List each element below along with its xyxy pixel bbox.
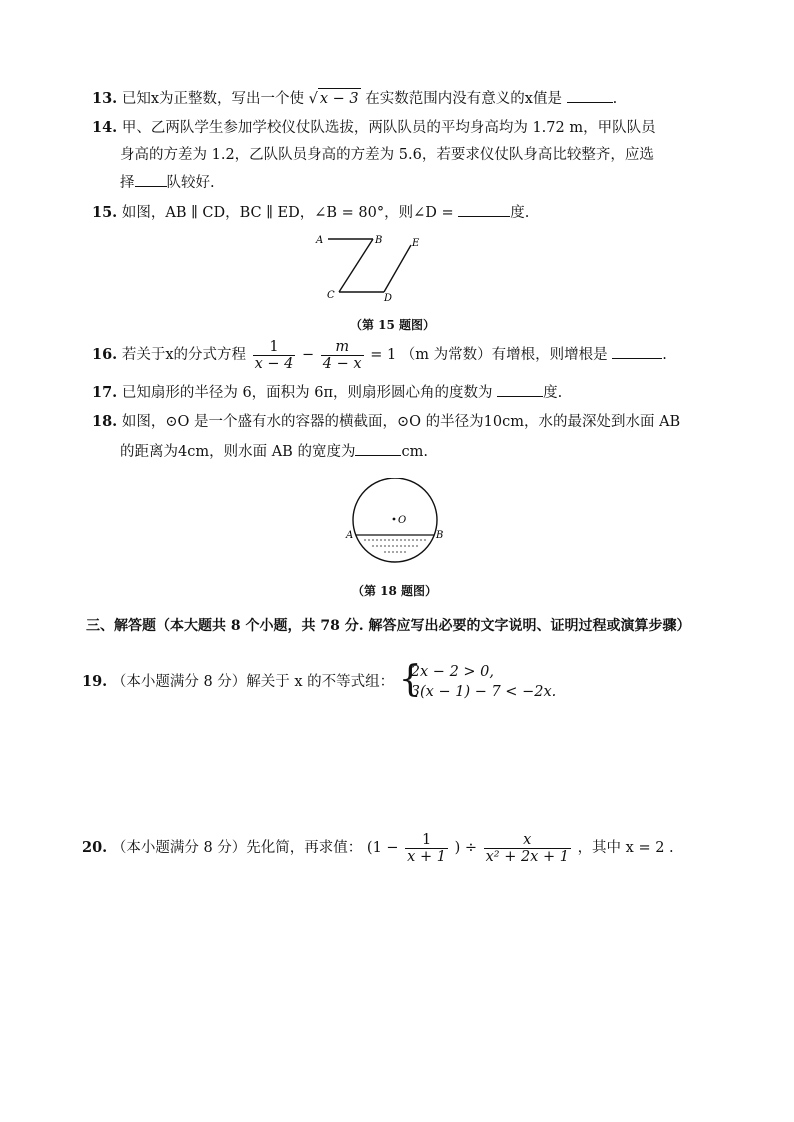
question-text-cont: 在实数范围内没有意义的x值是 <box>365 91 562 107</box>
question-text: 已知扇形的半径为 6，面积为 6π，则扇形圆心角的度数为 <box>121 385 493 401</box>
question-number: 14. <box>92 119 118 136</box>
question-13: 13. 已知x为正整数，写出一个使 √ x − 3 在实数范围内没有意义的x值是 . <box>92 90 618 107</box>
question-text: （本小题满分 8 分）解关于 x 的不等式组： <box>111 674 395 690</box>
question-18-line-1 <box>92 412 680 432</box>
sqrt-expression: √ x − 3 <box>309 91 361 107</box>
question-15: 15. 如图，AB ∥ CD，BC ∥ ED，∠B = 80°，则∠D = 度. <box>92 204 530 221</box>
question-number: 13. <box>92 90 118 107</box>
section-3-title: 三、解答题（本大题共 8 个小题，共 78 分. 解答应写出必要的文字说明、证明过程或演算步骤） <box>86 618 691 634</box>
question-text: 若关于x的分式方程 <box>121 347 247 363</box>
question-text: 如图，AB ∥ CD，BC ∥ ED，∠B = 80°，则∠D = <box>121 205 454 221</box>
question-14-line-1 <box>92 118 656 138</box>
label-e: E <box>412 238 420 249</box>
question-14-line-3: 择 队较好. <box>120 172 215 193</box>
label-d: D <box>384 293 393 304</box>
brace-icon: { <box>398 659 422 700</box>
label-c: C <box>327 290 335 301</box>
figure-18-caption: （第 18 题图） <box>352 584 438 598</box>
question-number: 16. <box>92 346 118 363</box>
question-number: 15. <box>92 204 118 221</box>
question-20: 20. （本小题满分 8 分）先化简，再求值： (1 − $\frac{1}{x + 1}$ ) ÷ $\frac{x}{\text{x² + 2x + 1}}$ ，其中 x = 2 . <box>82 831 674 865</box>
question-number: 19. <box>82 673 108 690</box>
answer-blank[interactable] <box>567 88 613 103</box>
label-b: B <box>436 530 444 541</box>
question-number: 20. <box>82 839 108 856</box>
inequality-system: { 2x − 2 > 0, 3(x − 1) − 7 < −2x. <box>398 659 557 700</box>
figure-18-circle-diagram <box>340 478 450 578</box>
question-18-line-2: 的距离为4cm，则水面 AB 的宽度为 cm. <box>120 441 428 462</box>
answer-blank[interactable] <box>497 382 543 397</box>
fraction-1: $\frac{1}{x + 1}$ <box>407 831 446 865</box>
question-text: 已知x为正整数，写出一个使 <box>121 91 305 107</box>
question-16: 16. 若关于x的分式方程 $\frac{1}{x - 4}$ − $\frac{m}{4 - x}$ = 1 （m 为常数）有增根，则增根是 . <box>92 338 667 372</box>
question-number: 18. <box>92 413 118 430</box>
label-o: O <box>398 515 407 526</box>
answer-blank[interactable] <box>612 344 662 359</box>
answer-blank[interactable] <box>458 202 510 217</box>
question-text: 甲、乙两队学生参加学校仪仗队选拔，两队队员的平均身高均为 1.72 m，甲队队员 <box>121 120 656 136</box>
question-19 <box>82 660 556 704</box>
question-17: 17. 已知扇形的半径为 6，面积为 6π，则扇形圆心角的度数为 度. <box>92 384 563 401</box>
figure-15-caption: （第 15 题图） <box>350 318 436 332</box>
center-point <box>393 518 396 521</box>
label-a: A <box>316 235 324 246</box>
figure-15-parallelogram-diagram <box>308 228 438 308</box>
question-text: 如图，⊙O 是一个盛有水的容器的横截面，⊙O 的半径为10cm，水的最深处到水面 AB <box>121 414 681 430</box>
question-14-line-2: 身高的方差为 1.2，乙队队员身高的方差为 5.6，若要求仪仗队身高比较整齐，应选 <box>120 147 654 163</box>
circle-o <box>353 478 437 562</box>
label-b: B <box>375 235 383 246</box>
label-a: A <box>346 530 354 541</box>
fraction-2: $\frac{x}{\text{x² + 2x + 1}}$ <box>485 831 569 865</box>
question-number: 17. <box>92 384 118 401</box>
question-text: （本小题满分 8 分）先化简，再求值： <box>111 840 363 856</box>
answer-blank[interactable] <box>355 441 401 456</box>
fraction-1: $\frac{1}{x - 4}$ <box>254 338 294 372</box>
segment-bc <box>339 239 373 292</box>
fraction-2: $\frac{m}{4 - x}$ <box>322 338 362 372</box>
answer-blank[interactable] <box>135 172 167 187</box>
segment-de <box>384 245 411 292</box>
